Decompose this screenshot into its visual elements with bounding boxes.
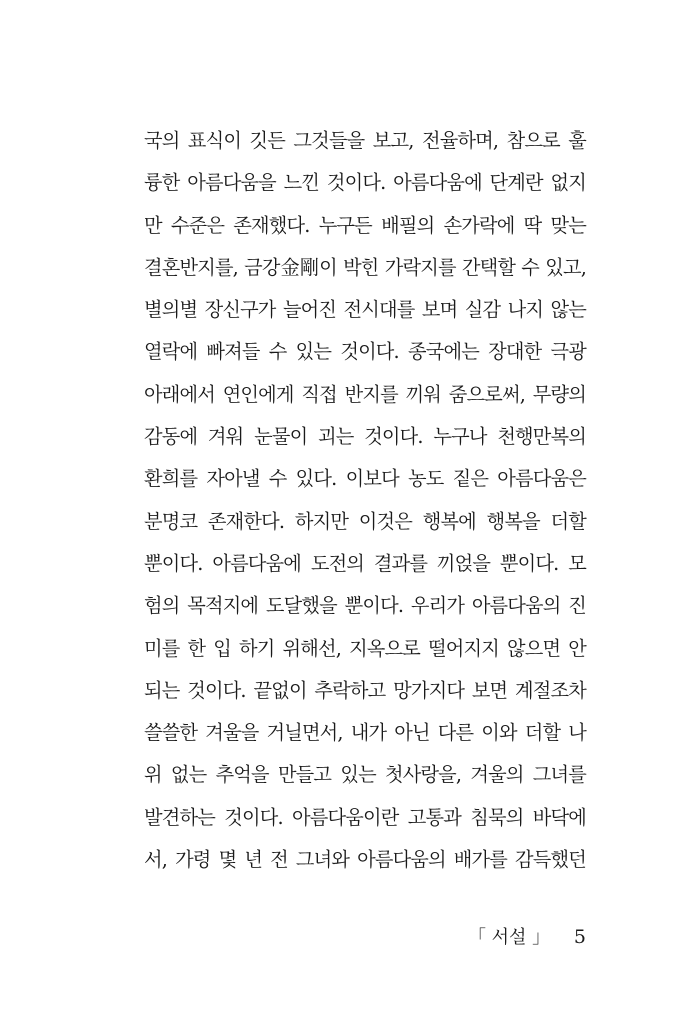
text-line: 미를 한 입 하기 위해선, 지옥으로 떨어지지 않으면 안 xyxy=(144,636,586,660)
text-line: 험의 목적지에 도달했을 뿐이다. 우리가 아름다움의 진 xyxy=(144,594,586,618)
page-footer xyxy=(468,922,586,953)
text-line: 뿐이다. 아름다움에 도전의 결과를 끼얹을 뿐이다. 모 xyxy=(144,551,586,575)
text-line: 환희를 자아낼 수 있다. 이보다 농도 짙은 아름다움은 xyxy=(144,467,586,491)
text-line: 결혼반지를, 금강金剛이 박힌 가락지를 간택할 수 있고, xyxy=(144,255,586,279)
text-line: 열락에 빠져들 수 있는 것이다. 종국에는 장대한 극광 xyxy=(144,340,586,364)
body-text xyxy=(144,120,586,881)
text-line: 분명코 존재한다. 하지만 이것은 행복에 행복을 더할 xyxy=(144,509,586,533)
text-line: 위 없는 추억을 만들고 있는 첫사랑을, 겨울의 그녀를 xyxy=(144,763,586,787)
text-line: 되는 것이다. 끝없이 추락하고 망가지다 보면 계절조차 xyxy=(144,678,586,702)
text-line: 아래에서 연인에게 직접 반지를 끼워 줌으로써, 무량의 xyxy=(144,382,586,406)
text-line: 별의별 장신구가 늘어진 전시대를 보며 실감 나지 않는 xyxy=(144,298,586,322)
running-section-title: 「 서설 」 xyxy=(467,927,551,948)
text-line: 서, 가령 몇 년 전 그녀와 아름다움의 배가를 감득했던 xyxy=(144,848,586,872)
text-line: 쓸쓸한 겨울을 거닐면서, 내가 아닌 다른 이와 더할 나 xyxy=(144,721,586,745)
text-line: 만 수준은 존재했다. 누구든 배필의 손가락에 딱 맞는 xyxy=(144,213,586,237)
text-line: 륭한 아름다움을 느낀 것이다. 아름다움에 단계란 없지 xyxy=(144,171,586,195)
page-number: 5 xyxy=(573,926,586,948)
text-line: 국의 표식이 깃든 그것들을 보고, 전율하며, 참으로 훌 xyxy=(144,129,586,152)
text-line: 감동에 겨워 눈물이 괴는 것이다. 누구나 천행만복의 xyxy=(144,425,586,449)
text-line: 발견하는 것이다. 아름다움이란 고통과 침묵의 바닥에 xyxy=(144,805,586,829)
